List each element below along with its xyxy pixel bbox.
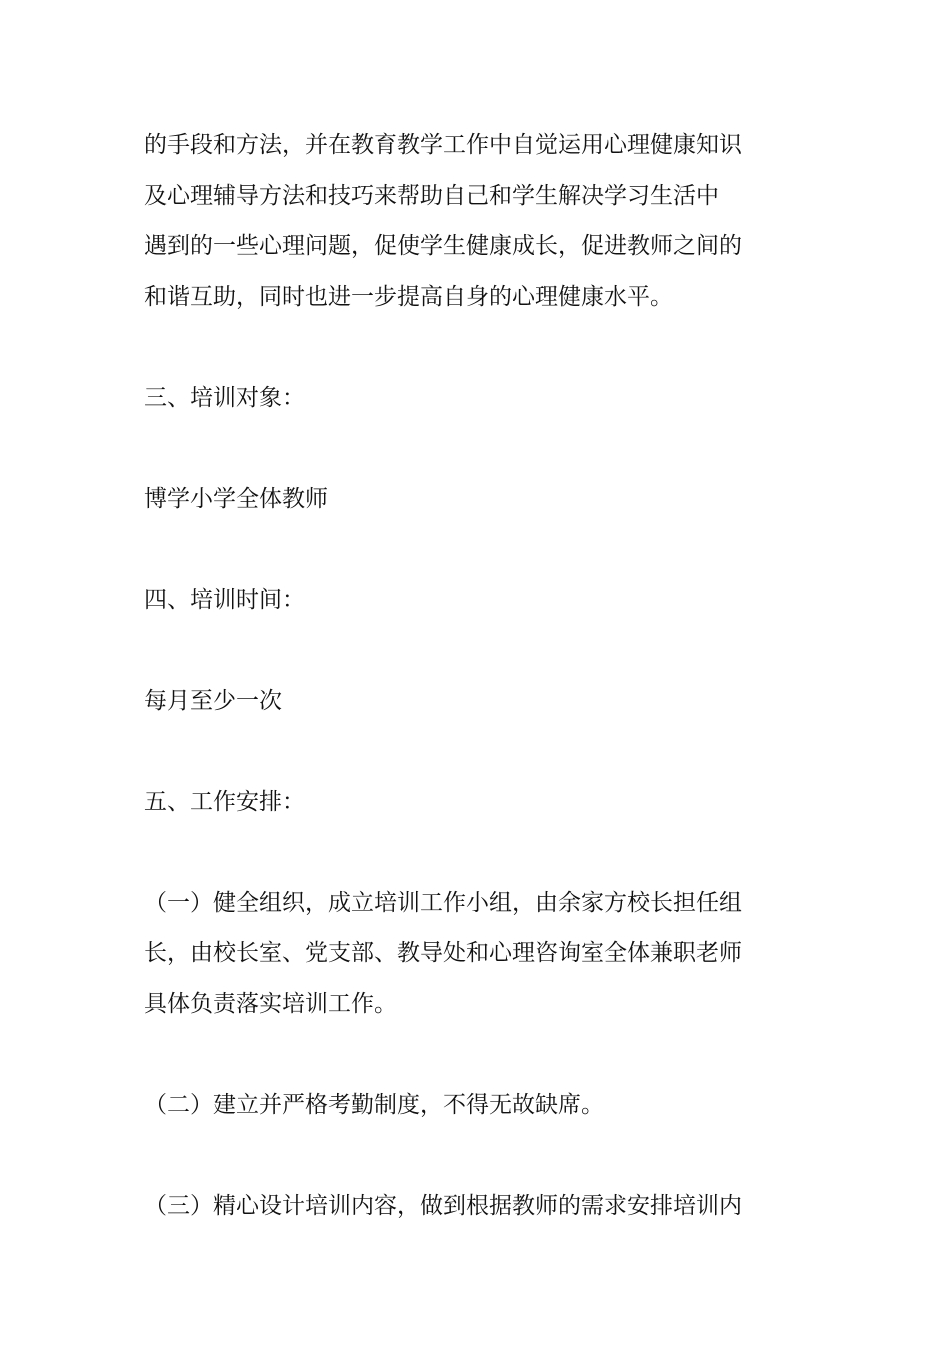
intro-line: 和谐互助，同时也进一步提高自身的心理健康水平。 bbox=[144, 283, 673, 310]
arrangement-item-2: （二）建立并严格考勤制度，不得无故缺席。 bbox=[144, 1091, 604, 1118]
intro-line: 遇到的一些心理问题，促使学生健康成长，促进教师之间的 bbox=[144, 233, 742, 259]
item-line: （一）健全组织，成立培训工作小组，由余家方校长担任组 bbox=[144, 889, 742, 916]
training-time-text: 每月至少一次 bbox=[144, 687, 282, 714]
section-heading-training-time: 四、培训时间： bbox=[144, 586, 305, 613]
paragraph-gap bbox=[144, 322, 744, 373]
intro-line: 的手段和方法，并在教育教学工作中自觉运用心理健康知识 bbox=[144, 132, 742, 158]
item-line: 具体负责落实培训工作。 bbox=[144, 990, 397, 1017]
arrangement-item-1 bbox=[144, 878, 744, 1030]
paragraph-gap bbox=[144, 827, 744, 878]
training-targets-text: 博学小学全体教师 bbox=[144, 485, 328, 512]
paragraph-gap bbox=[144, 1029, 744, 1080]
paragraph-gap bbox=[144, 726, 744, 777]
arrangement-item-3 bbox=[144, 1181, 744, 1232]
item-line: 长，由校长室、党支部、教导处和心理咨询室全体兼职老师 bbox=[144, 940, 742, 966]
paragraph-gap bbox=[144, 524, 744, 575]
section-heading-work-arrangement: 五、工作安排： bbox=[144, 788, 305, 815]
document-body bbox=[144, 120, 744, 1231]
paragraph-gap bbox=[144, 1130, 744, 1181]
intro-line: 及心理辅导方法和技巧来帮助自己和学生解决学习生活中 bbox=[144, 182, 719, 209]
intro-paragraph bbox=[144, 120, 744, 322]
paragraph-gap bbox=[144, 423, 744, 474]
item-line: （三）精心设计培训内容，做到根据教师的需求安排培训内 bbox=[144, 1192, 742, 1219]
paragraph-gap bbox=[144, 625, 744, 676]
section-heading-training-targets: 三、培训对象： bbox=[144, 384, 305, 411]
